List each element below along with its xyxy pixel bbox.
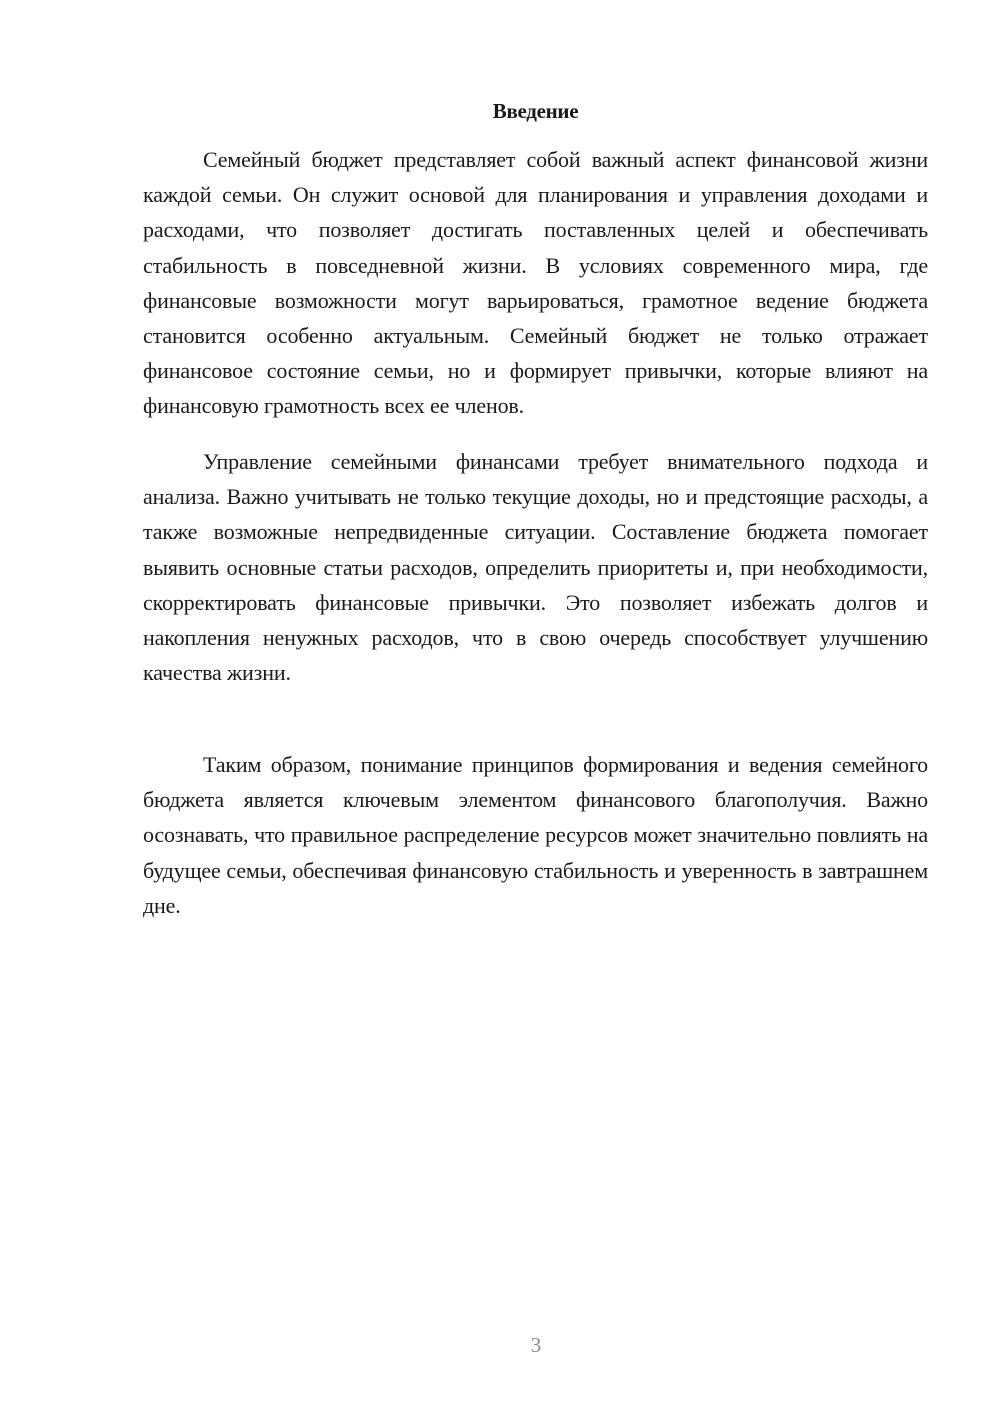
section-title: Введение xyxy=(492,99,579,123)
paragraph-3: Таким образом, понимание принципов формирования и ведения семейного бюджета является ключевым элементом финансового благополучия. Важно осознавать, что правильное распределение ресурсов может значительно повлиять на будущее семьи, обеспечивая финансовую стабильность и уверенность в завтрашнем дне. xyxy=(143,752,928,918)
paragraph-2: Управление семейными финансами требует внимательного подхода и анализа. Важно учитывать не только текущие доходы, но и предстоящие расходы, а также возможные непредвиденные ситуации. Составление бюджета помогает выявить основные статьи расходов, определить приоритеты и, при необходимости, скорректировать финансовые привычки. Это позволяет избежать долгов и накопления ненужных расходов, что в свою очередь способствует улучшению качества жизни. xyxy=(143,449,928,686)
page-number: 3 xyxy=(530,1333,542,1357)
paragraph-1: Семейный бюджет представляет собой важный аспект финансовой жизни каждой семьи. Он служит основой для планирования и управления доходами и расходами, что позволяет достигать поставленных целей и обеспечивать стабильность в повседневной жизни. В условиях современного мира, где финансовые возможности могут варьироваться, грамотное ведение бюджета становится особенно актуальным. Семейный бюджет не только отражает финансовое состояние семьи, но и формирует привычки, которые влияют на финансовую грамотность всех ее членов. xyxy=(143,147,928,419)
